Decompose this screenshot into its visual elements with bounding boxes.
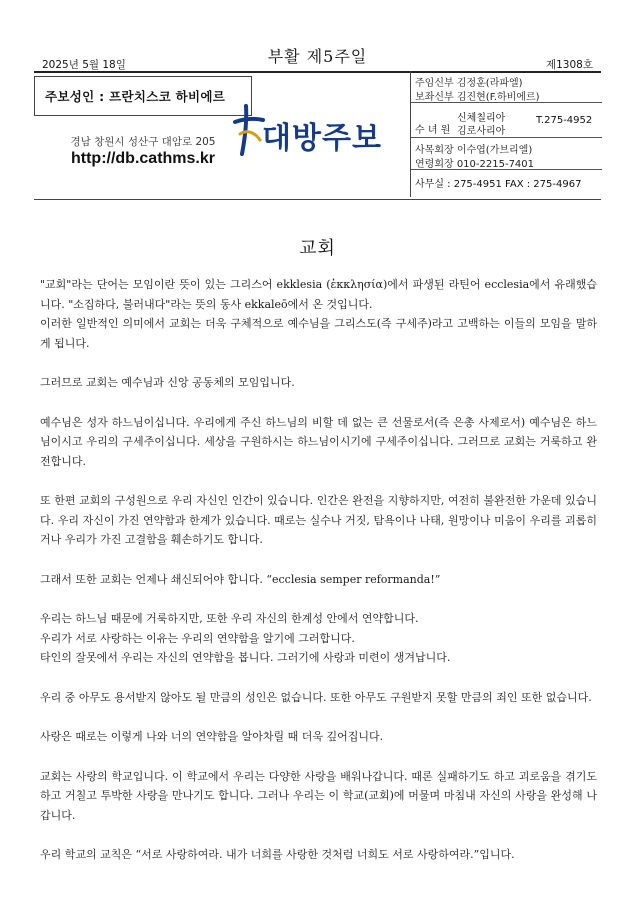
parish-url[interactable]: http://db.cathms.kr xyxy=(70,150,215,167)
divider xyxy=(411,169,602,170)
paragraph: 이러한 일반적인 의미에서 교회는 더욱 구체적으로 예수님을 그리스도(즉 구세주)라고 고백하는 이들의 모임을 말하게 됩니다. xyxy=(40,317,597,350)
divider xyxy=(411,102,602,103)
article-body xyxy=(40,275,597,885)
paragraph: 우리 학교의 교칙은 “서로 사랑하여라. 내가 너희를 사랑한 것처럼 너희도 서로 사랑하여라.”입니다. xyxy=(40,848,515,861)
issue-date: 2025년 5월 18일 xyxy=(42,59,126,71)
paragraph: 그래서 또한 교회는 언제나 쇄신되어야 합니다. “ecclesia semper reformanda!” xyxy=(40,572,441,586)
paragraph: 예수님은 성자 하느님이십니다. 우리에게 주신 하느님의 비할 데 없는 큰 선물로서(즉 은총 사제로서) 예수님은 하느님이시고 우리의 구세주이십니다. 세상을 구원하시는 하느님이시기에 구세주이십니다. 그러므로 교회는 거룩하고 완전합니다. xyxy=(40,415,597,468)
patron-box xyxy=(34,76,252,116)
federation-president: 연령회장 010-2215-7401 xyxy=(415,159,535,170)
patron-saint: 주보성인 : 프란치스코 하비에르 xyxy=(45,89,226,104)
council-president: 사목회장 이수엽(가브리엘) xyxy=(415,145,533,156)
office-contact: 사무실 : 275-4951 FAX : 275-4967 xyxy=(415,179,582,190)
cross-logo-icon xyxy=(232,104,266,156)
paragraph: 우리가 서로 사랑하는 이유는 우리의 연약함을 알기에 그러합니다. xyxy=(40,631,355,645)
pastor: 주임신부 김정훈(라파엘) xyxy=(415,78,523,89)
paragraph: 사랑은 때로는 이렇게 나와 너의 연약함을 알아차릴 때 더욱 깊어집니다. xyxy=(40,730,384,743)
bulletin-logo-text: 대방주보 xyxy=(262,121,382,156)
article-heading: 교회 xyxy=(299,238,336,259)
convent-label: 수 녀 원 xyxy=(415,125,451,136)
paragraph: 그러므로 교회는 예수님과 신앙 공동체의 모임입니다. xyxy=(40,376,295,389)
paragraph: 우리 중 아무도 용서받지 않아도 될 만큼의 성인은 없습니다. 또한 아무도 구원받지 못할 만큼의 죄인 또한 없습니다. xyxy=(40,690,592,704)
paragraph: 우리는 하느님 때문에 거룩하지만, 또한 우리 자신의 한계성 안에서 연약합니다. xyxy=(40,612,419,625)
convent-phone: T.275-4952 xyxy=(536,115,593,126)
divider xyxy=(411,137,602,138)
staff-info-table xyxy=(410,71,602,197)
parish-address: 경남 창원시 성산구 대암로 205 xyxy=(70,136,216,148)
paragraph: 또 한편 교회의 구성원으로 우리 자신인 인간이 있습니다. 인간은 완전을 지향하지만, 여전히 불완전한 가운데 있습니다. 우리 자신이 가진 연약함과 한계가 있습니다. 때로는 실수나 거짓, 탐욕이나 나태, 원망이나 미움이 우리를 괴롭히거나 우리가 가진 고결함을 훼손하기도 합니다. xyxy=(40,494,597,546)
paragraph: 교회는 사랑의 학교입니다. 이 학교에서 우리는 다양한 사랑을 배워나갑니다. 때론 실패하기도 하고 괴로움을 겪기도 하고 거칠고 투박한 사랑을 만나기도 합니다. 그러나 우리는 이 학교(교회)에 머물며 마침내 자신의 사랑을 완성해 나갑니다. xyxy=(40,769,597,822)
issue-number: 제1308호 xyxy=(545,59,593,71)
paragraph: "교회"라는 단어는 모임이란 뜻이 있는 그리스어 ekklesia (ἐκκλησία)에서 파생된 라틴어 ecclesia에서 유래했습니다. "소집하다, 불러내다"라는 뜻의 동사 ekkaleō에서 온 것입니다. xyxy=(40,278,597,311)
paragraph: 타인의 잘못에서 우리는 자신의 연약함을 봅니다. 그러기에 사랑과 미련이 생겨납니다. xyxy=(40,651,451,664)
nun-name-1: 신체칠리아 xyxy=(457,113,506,124)
nun-name-2: 김로사리아 xyxy=(457,126,506,137)
bulletin-title: 부활 제5주일 xyxy=(267,47,368,66)
assistant-priest: 보좌신부 김진현(F.하비에르) xyxy=(415,92,540,103)
